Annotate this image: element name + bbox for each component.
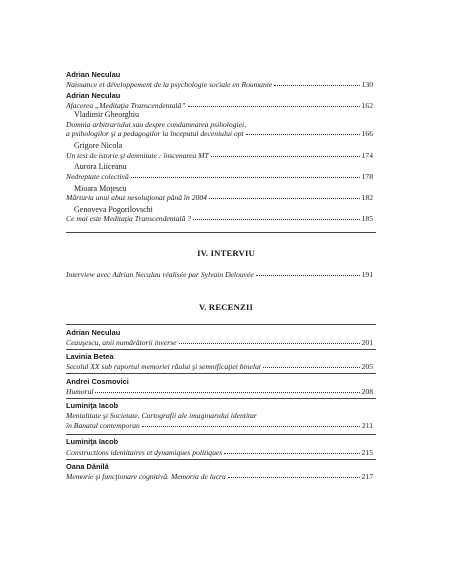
page-number: 130	[361, 80, 373, 89]
entry-title: Afacerea „Meditaţia Transcendentală”	[66, 101, 186, 110]
author-name: Adrian Neculau	[66, 91, 121, 100]
toc-entry[interactable]	[66, 101, 373, 110]
toc-entry[interactable]	[66, 214, 373, 223]
entry-title: Constructions identitaires et dynamiques politiques	[66, 448, 223, 457]
entry-divider	[66, 398, 376, 399]
toc-entry[interactable]	[66, 129, 373, 138]
entry-title: Memorie şi funcţionare cognitivă. Memoria de lucru	[66, 472, 226, 481]
toc-entry[interactable]	[66, 172, 373, 181]
entry-title: Mărturia unui abuz nesoluţionat până în 2004	[66, 193, 207, 202]
leader-dots	[246, 134, 360, 135]
entry-title: Nedreptate colectivă	[66, 172, 129, 181]
author-name: Grigore Nicola	[74, 141, 123, 150]
toc-entry[interactable]	[66, 193, 373, 202]
leader-dots	[142, 426, 360, 427]
entry-title: Ceauşescu, anii numărătorii inverse	[66, 338, 177, 347]
author-name: Lavinia Betea	[66, 352, 114, 361]
page-number: 166	[361, 129, 373, 138]
toc-entry[interactable]	[66, 338, 373, 347]
toc-entry[interactable]	[66, 387, 373, 396]
leader-dots	[95, 392, 359, 393]
toc-entry[interactable]	[66, 151, 373, 160]
entry-divider	[66, 373, 376, 374]
page-number: 215	[361, 448, 373, 457]
author-name: Vladimir Gheorghiu	[74, 110, 139, 119]
leader-dots	[256, 275, 360, 276]
entry-title: Ce mai este Meditaţia Transcendentală ?	[66, 214, 192, 223]
entry-title: în Banatul contemporan	[66, 421, 140, 430]
toc-entry[interactable]	[66, 80, 373, 89]
author-name: Genoveva Pogorilovschi	[74, 205, 153, 214]
page-number: 174	[361, 151, 373, 160]
author-name: Adrian Neculau	[66, 328, 121, 337]
author-name: Luminiţa Iacob	[66, 401, 119, 410]
author-name: Aurora Liiceanu	[74, 162, 127, 171]
entry-divider	[66, 349, 376, 350]
leader-dots	[274, 85, 359, 86]
toc-entry[interactable]	[66, 421, 373, 430]
entry-divider	[66, 459, 376, 460]
entry-title-line: Domnia arbitrariului sau despre condamnarea psihologiei,	[66, 120, 246, 129]
page-number: 191	[361, 270, 373, 279]
toc-entry[interactable]	[66, 448, 373, 457]
author-name: Adrian Neculau	[66, 70, 121, 79]
entry-title-line: Mentalitate şi Societate. Cartografii ale imaginarului identitar	[66, 411, 257, 420]
leader-dots	[228, 477, 360, 478]
entry-title: a psihologilor şi a pedagogilor la începutul deceniului opt	[66, 129, 244, 138]
author-name: Oana Dănilă	[66, 462, 109, 471]
leader-dots	[131, 177, 360, 178]
entry-title: Un test de istorie şi demnitate : înscenarea MT	[66, 151, 209, 160]
leader-dots	[179, 343, 360, 344]
page-number: 217	[361, 472, 373, 481]
entry-title: Humorul	[66, 387, 94, 396]
page-number: 208	[361, 387, 373, 396]
toc-entry[interactable]	[66, 472, 373, 481]
page-number: 201	[361, 338, 373, 347]
section-divider	[66, 232, 376, 233]
page-number: 185	[361, 214, 373, 223]
section-heading: V. RECENZII	[198, 302, 254, 312]
page-number: 178	[361, 172, 373, 181]
leader-dots	[209, 198, 360, 199]
entry-title: Secolul XX sub raportul memoriei răului şi semnificaţiei binelui	[66, 362, 261, 371]
entry-title: Naissance et développement de la psychologie sociale en Roumanie	[66, 80, 273, 89]
page-number: 205	[361, 362, 373, 371]
page-number: 162	[361, 101, 373, 110]
toc-entry[interactable]	[66, 362, 373, 371]
leader-dots	[224, 453, 359, 454]
section-divider	[66, 324, 376, 325]
leader-dots	[193, 219, 360, 220]
entry-divider	[66, 434, 376, 435]
page-number: 211	[361, 421, 373, 430]
author-name: Andrei Cosmovici	[66, 377, 129, 386]
page-number: 182	[361, 193, 373, 202]
entry-title: Interview avec Adrian Neculau réalisée par Sylvain Delouvée	[66, 270, 254, 279]
author-name: Mioara Moţescu	[74, 184, 127, 193]
leader-dots	[211, 156, 360, 157]
toc-entry[interactable]	[66, 270, 373, 279]
section-heading: IV. INTERVIU	[197, 248, 255, 258]
leader-dots	[263, 367, 360, 368]
author-name: Luminiţa Iacob	[66, 437, 119, 446]
leader-dots	[188, 106, 360, 107]
